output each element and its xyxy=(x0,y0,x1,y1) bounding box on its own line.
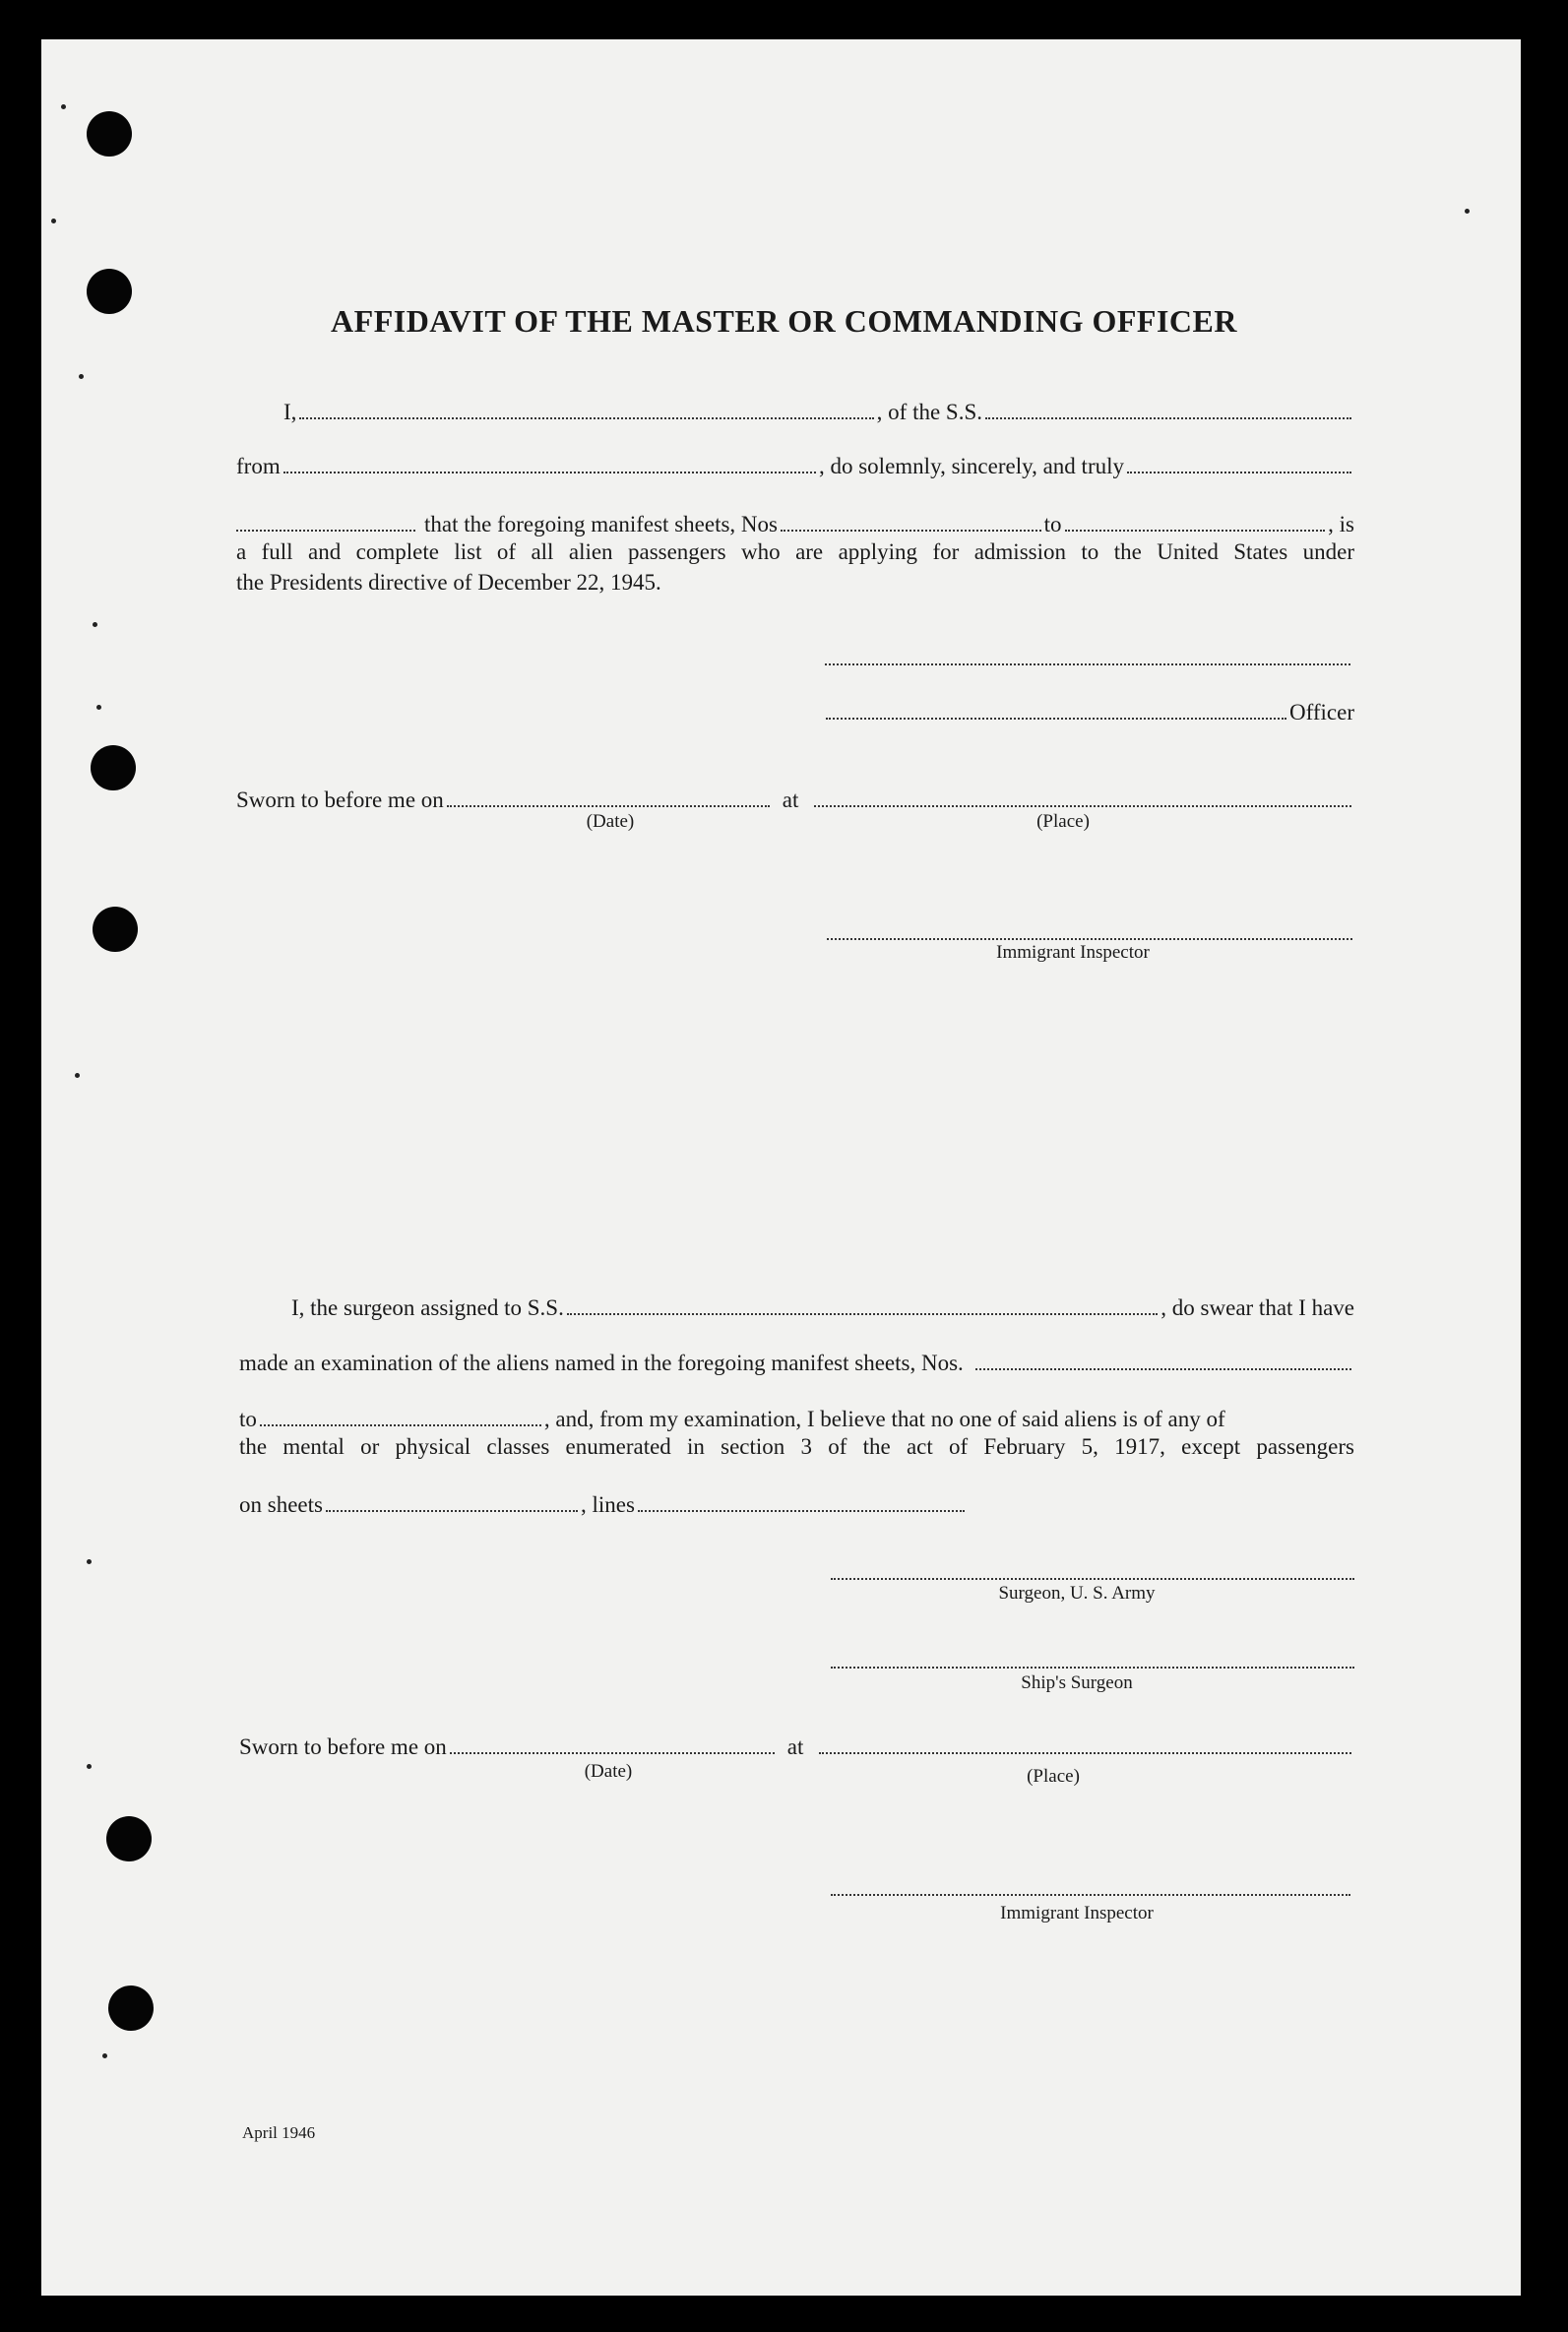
surgeon-lines-label: , lines xyxy=(580,1492,635,1517)
surgeon-line-2 xyxy=(239,1345,1354,1378)
punch-hole xyxy=(108,1985,154,2031)
form-sheet xyxy=(41,39,1521,2296)
surgeon-inspector-signature-line[interactable] xyxy=(831,1892,1350,1896)
surgeon-sworn-label: Sworn to before me on xyxy=(239,1734,447,1759)
surgeon-at-label: at xyxy=(786,1734,804,1759)
paper-speck xyxy=(93,622,97,627)
paper-speck xyxy=(51,219,56,223)
master-date-caption: (Date) xyxy=(586,811,635,832)
master-line-1 xyxy=(283,394,1354,427)
master-signature-line[interactable] xyxy=(825,662,1350,665)
master-line-5: the Presidents directive of December 22, 1945. xyxy=(236,570,661,595)
surgeon-line-3 xyxy=(239,1401,1354,1434)
surgeon-sworn-line xyxy=(239,1729,1354,1762)
surgeon-swear-label: , do swear that I have xyxy=(1160,1295,1354,1320)
master-ss-label: , of the S.S. xyxy=(876,400,982,424)
surgeon-manifest-label: made an examination of the aliens named in the foregoing manifest sheets, Nos. xyxy=(239,1351,964,1375)
surgeon-nos-from-field[interactable] xyxy=(975,1345,1351,1370)
master-inspector-caption: Immigrant Inspector xyxy=(996,942,1150,963)
master-oath-continued-field[interactable] xyxy=(236,506,415,532)
surgeon-sheets-field[interactable] xyxy=(326,1486,578,1512)
paper-speck xyxy=(1465,209,1470,214)
master-line-3 xyxy=(236,506,1354,539)
master-officer-field[interactable] xyxy=(826,694,1286,720)
form-date-footer: April 1946 xyxy=(242,2123,316,2142)
master-from-label: from xyxy=(236,454,281,478)
surgeon-army-caption: Surgeon, U. S. Army xyxy=(998,1583,1156,1604)
paper-speck xyxy=(96,705,101,710)
master-nos-from-field[interactable] xyxy=(781,506,1041,532)
master-i-label: I, xyxy=(283,400,297,424)
master-manifest-label: that the foregoing manifest sheets, Nos xyxy=(424,512,778,536)
surgeon-to-label: to xyxy=(239,1407,257,1431)
master-place-caption: (Place) xyxy=(1036,811,1090,832)
master-to-label: to xyxy=(1043,512,1062,536)
surgeon-lines-field[interactable] xyxy=(638,1486,965,1512)
master-sworn-date-field[interactable] xyxy=(447,782,770,807)
surgeon-nos-to-field[interactable] xyxy=(260,1401,541,1426)
paper-speck xyxy=(102,2053,107,2058)
paper-speck xyxy=(79,374,84,379)
punch-hole xyxy=(106,1816,152,1861)
surgeon-ship-field[interactable] xyxy=(567,1290,1158,1315)
paper-speck xyxy=(87,1764,92,1769)
paper-speck xyxy=(61,104,66,109)
surgeon-line-4: the mental or physical classes enumerated in section 3 of the act of February 5, 1917, except passengers xyxy=(239,1434,1354,1459)
master-sworn-line xyxy=(236,782,1354,815)
surgeon-army-signature-line[interactable] xyxy=(831,1576,1354,1580)
surgeon-date-caption: (Date) xyxy=(584,1761,633,1782)
master-line-2 xyxy=(236,448,1354,481)
paper-speck xyxy=(87,1559,92,1564)
ships-surgeon-caption: Ship's Surgeon xyxy=(1021,1672,1133,1693)
surgeon-sworn-date-field[interactable] xyxy=(450,1729,775,1754)
master-oath-field[interactable] xyxy=(1127,448,1351,473)
surgeon-belief-label: , and, from my examination, I believe that no one of said aliens is of any of xyxy=(543,1407,1225,1431)
surgeon-line-5 xyxy=(239,1486,968,1520)
master-officer-line xyxy=(823,694,1354,727)
surgeon-inspector-caption: Immigrant Inspector xyxy=(1000,1903,1154,1923)
surgeon-sheets-label: on sheets xyxy=(239,1492,323,1517)
paper-speck xyxy=(75,1073,80,1078)
master-is-label: , is xyxy=(1328,512,1354,536)
punch-hole xyxy=(87,111,132,157)
master-swear-label: , do solemnly, sincerely, and truly xyxy=(818,454,1124,478)
surgeon-line-1 xyxy=(291,1290,1354,1323)
master-name-field[interactable] xyxy=(299,394,873,419)
punch-hole xyxy=(91,745,136,790)
master-sworn-place-field[interactable] xyxy=(814,782,1351,807)
master-inspector-signature-line[interactable] xyxy=(827,936,1352,940)
master-nos-to-field[interactable] xyxy=(1065,506,1326,532)
master-at-label: at xyxy=(782,788,799,812)
master-sworn-label: Sworn to before me on xyxy=(236,788,444,812)
form-title: AFFIDAVIT OF THE MASTER OR COMMANDING OFFICER xyxy=(331,303,1237,339)
master-line-4: a full and complete list of all alien passengers who are applying for admission to the United States under xyxy=(236,539,1354,564)
punch-hole xyxy=(93,907,138,952)
surgeon-sworn-place-field[interactable] xyxy=(819,1729,1351,1754)
surgeon-intro-label: I, the surgeon assigned to S.S. xyxy=(291,1295,564,1320)
surgeon-place-caption: (Place) xyxy=(1027,1766,1080,1787)
master-officer-label: Officer xyxy=(1289,700,1354,725)
master-ship-field[interactable] xyxy=(985,394,1351,419)
master-from-field[interactable] xyxy=(283,448,816,473)
ships-surgeon-signature-line[interactable] xyxy=(831,1665,1354,1669)
